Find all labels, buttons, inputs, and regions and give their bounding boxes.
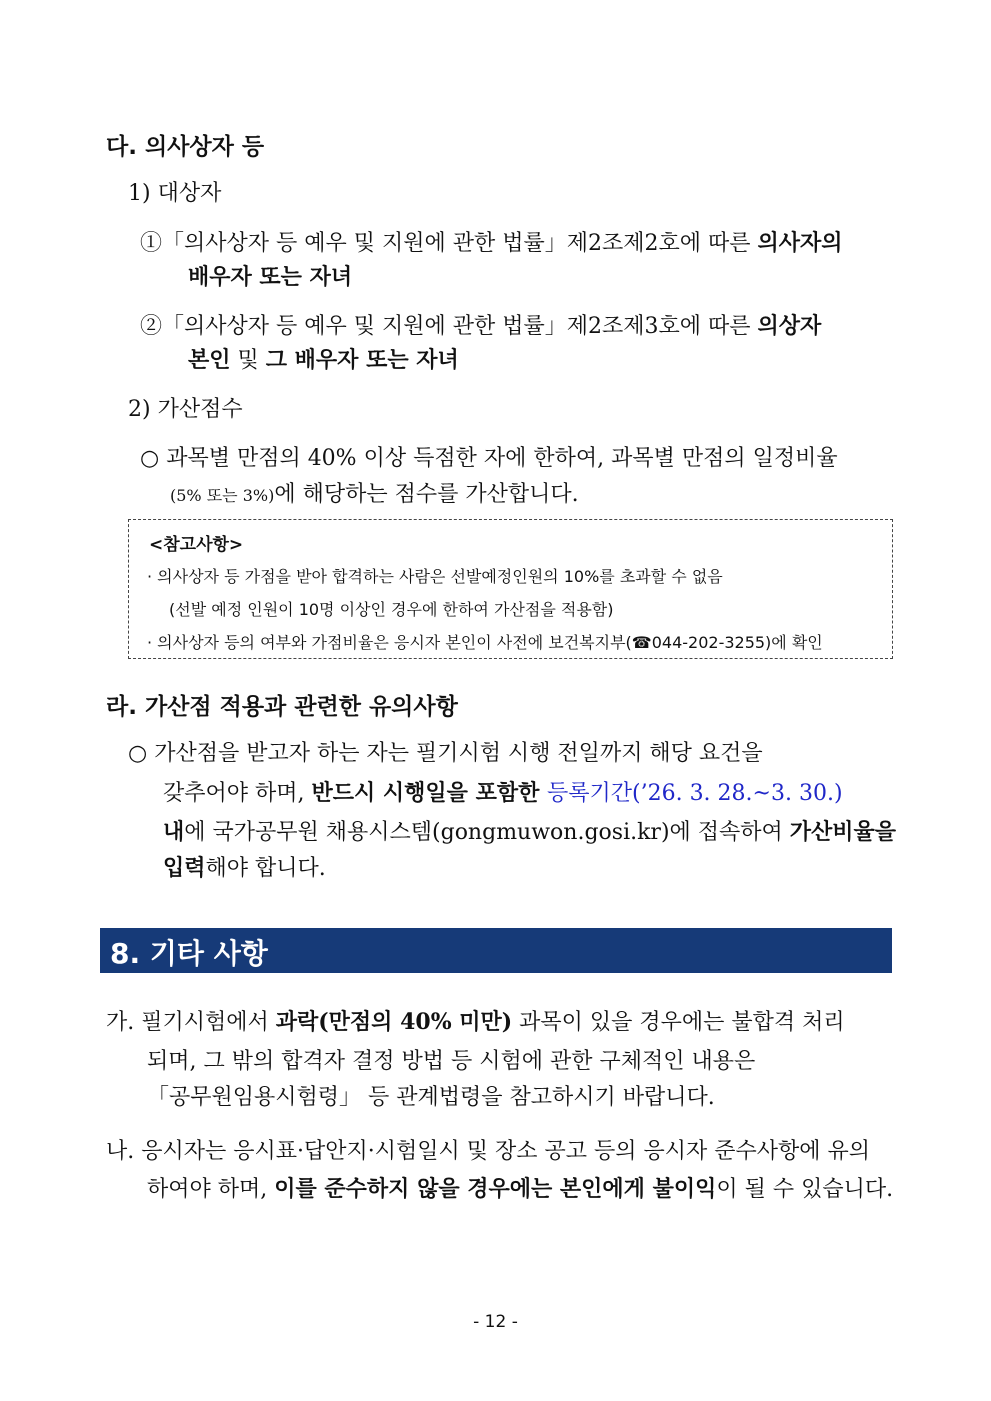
target-item-2-text: ②「의사상자 등 예우 및 지원에 관한 법률」제2조제3호에 따른	[140, 314, 758, 339]
points-line-2-rest: 에 해당하는 점수를 가산합니다.	[274, 482, 579, 507]
points-line-2	[170, 477, 579, 508]
note-2: · 의사상자 등의 여부와 가점비율은 응시자 본인이 사전에 보건복지부(☎044-202-3255)에 확인	[147, 633, 823, 652]
item-ga-line-1-rest: 과목이 있을 경우에는 불합격 처리	[512, 1010, 845, 1035]
item-ga-line-1	[106, 1005, 845, 1036]
caution-line-2-bold: 반드시 시행일을 포함한	[311, 780, 547, 806]
section-heading-ra: 라. 가산점 적용과 관련한 유의사항	[106, 694, 458, 720]
target-item-2	[140, 309, 896, 340]
points-rate: (5% 또는 3%)	[170, 486, 275, 505]
caution-line-2-text: 갖추어야 하며,	[163, 781, 312, 806]
target-item-1-cont: 배우자 또는 자녀	[188, 264, 353, 290]
note-1-line-1: · 의사상자 등 가점을 받아 합격하는 사람은 선발예정인원의 10%를 초과할 수 없음	[147, 567, 723, 586]
target-item-2-bold-self: 본인	[188, 347, 231, 373]
target-item-2-bold: 의상자	[757, 313, 822, 339]
section-8-title: 8. 기타 사항	[110, 937, 268, 970]
target-item-2-cont	[188, 343, 459, 374]
item-na-line-2	[147, 1172, 893, 1203]
target-item-2-bold-family: 그 배우자 또는 자녀	[265, 347, 459, 373]
item-ga-line-2: 되며, 그 밖의 합격자 결정 방법 등 시험에 관한 구체적인 내용은	[147, 1049, 756, 1074]
section-heading-da: 다. 의사상자 등	[106, 134, 265, 160]
notes-title: <참고사항>	[149, 535, 244, 555]
subheading-points: 2) 가산점수	[128, 397, 243, 422]
caution-line-3	[163, 815, 896, 846]
subheading-targets: 1) 대상자	[128, 181, 222, 206]
registration-period: 등록기간(’26. 3. 28.~3. 30.)	[547, 781, 843, 806]
note-1-line-2: (선발 예정 인원이 10명 이상인 경우에 한하여 가산점을 적용함)	[169, 600, 614, 619]
item-na-line-1: 나. 응시자는 응시표·답안지·시험일시 및 장소 공고 등의 응시자 준수사항에 유의	[106, 1139, 870, 1164]
caution-line-4-text: 해야 합니다.	[205, 856, 326, 881]
target-item-1-text: ①「의사상자 등 예우 및 지원에 관한 법률」제2조제2호에 따른	[140, 231, 758, 256]
target-item-2-and: 및	[230, 348, 266, 373]
item-na-line-2-bold: 이를 준수하지 않을 경우에는 본인에게 불이익	[274, 1176, 717, 1202]
item-ga-line-3: 「공무원임용시험령」 등 관계법령을 참고하시기 바랍니다.	[147, 1085, 715, 1110]
caution-line-1: ○ 가산점을 받고자 하는 자는 필기시험 시행 전일까지 해당 요건을	[128, 741, 763, 766]
caution-line-3-bold-2: 가산비율을	[789, 819, 897, 845]
item-na-line-2-text: 하여야 하며,	[147, 1177, 275, 1202]
caution-line-4	[163, 851, 326, 882]
reference-notes-box	[128, 519, 893, 659]
item-ga-line-1-text: 가. 필기시험에서	[106, 1010, 276, 1035]
caution-line-4-bold: 입력	[163, 855, 206, 881]
item-ga-line-1-bold: 과락(만점의 40% 미만)	[275, 1009, 513, 1035]
target-item-1-bold: 의사자의	[757, 230, 843, 256]
caution-line-3-bold: 내	[163, 819, 185, 845]
points-line-1: ○ 과목별 만점의 40% 이상 득점한 자에 한하여, 과목별 만점의 일정비율	[140, 446, 838, 471]
page-number: - 12 -	[473, 1312, 518, 1332]
target-item-1	[140, 226, 896, 257]
caution-line-3-text: 에 국가공무원 채용시스템(gongmuwon.gosi.kr)에 접속하여	[184, 820, 790, 845]
caution-line-2	[163, 776, 843, 807]
section-8-banner	[100, 928, 892, 973]
item-na-line-2-rest: 이 될 수 있습니다.	[716, 1177, 894, 1202]
